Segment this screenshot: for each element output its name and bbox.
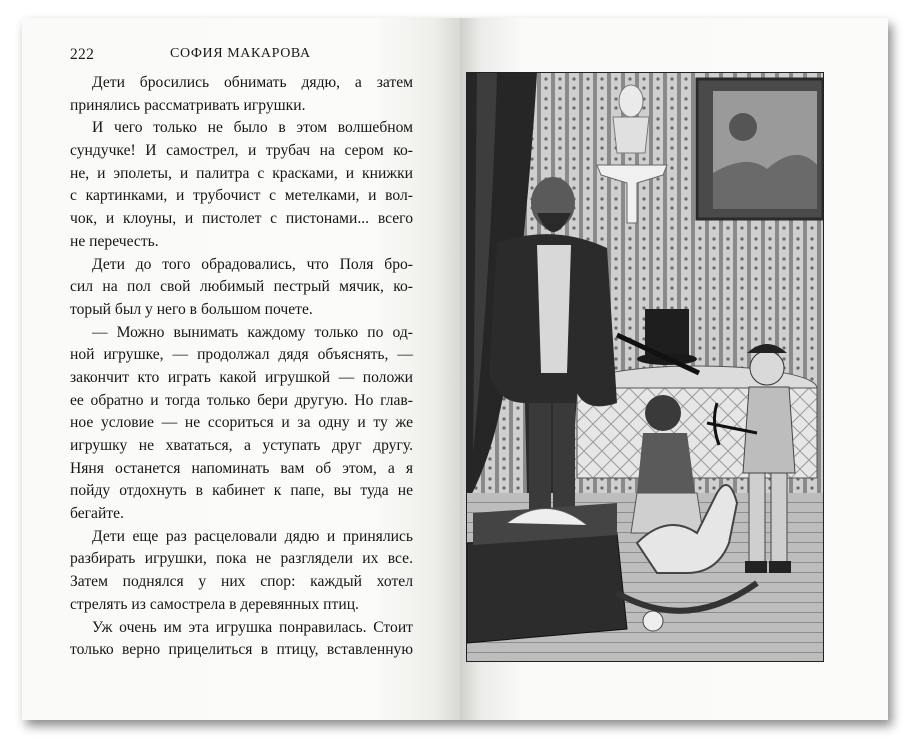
engraving-illustration bbox=[466, 72, 824, 662]
text-line: ное условие — не ссориться и за одну и ту же bbox=[70, 414, 413, 432]
text-line: бегайте. bbox=[70, 505, 124, 523]
text-line: Дети до того обрадовались, что Поля бро- bbox=[92, 255, 413, 273]
text-line: И чего только не было в этом волшебном bbox=[92, 119, 413, 137]
text-line: не перечесть. bbox=[70, 232, 159, 250]
text-line: сил на пол свой любимый пестрый мячик, ко- bbox=[70, 278, 413, 296]
text-line: не, и эполеты, и палитра с красками, и книжки bbox=[70, 164, 413, 182]
boy-figure bbox=[750, 351, 784, 385]
text-line: Дети бросились обнимать дядю, а затем bbox=[92, 74, 413, 91]
girl-figure bbox=[645, 395, 681, 431]
illustration-artwork bbox=[467, 73, 823, 661]
text-line: только верно прицелиться в птицу, вставленную bbox=[70, 641, 413, 659]
text-line: сундучке! И самострел, и трубач на сером ко- bbox=[70, 142, 413, 160]
text-line: закончит кто играть какой игрушкой — положи bbox=[70, 368, 413, 386]
toy-chest bbox=[467, 533, 627, 643]
text-line: разбирать игрушки, пока не разглядели их все. bbox=[70, 550, 413, 568]
text-line: Уж очень им эта игрушка понравилась. Стоит bbox=[92, 618, 413, 636]
bust-statue bbox=[619, 85, 643, 117]
text-line: пойду отдохнуть в кабинет к папе, вы туда не bbox=[70, 482, 413, 500]
running-title: СОФИЯ МАКАРОВА bbox=[170, 46, 311, 61]
text-line: ее обратно и тогда только бери другую. Но глав- bbox=[70, 391, 413, 409]
page-number: 222 bbox=[70, 46, 95, 63]
text-line: ной игрушке, — продолжал дядя объяснять, — bbox=[70, 346, 413, 364]
text-line: игрушку не хвататься, а уступать друг другу. bbox=[70, 437, 413, 454]
text-line: — Можно вынимать каждому только по од- bbox=[92, 323, 413, 341]
text-line: с картинками, и трубочист с метелками, и вол- bbox=[70, 187, 413, 205]
ball bbox=[643, 611, 663, 631]
text-line: Дети еще раз расцеловали дядю и принялись bbox=[92, 527, 413, 545]
text-line: Няня останется напоминать вам об этом, а я bbox=[70, 459, 413, 477]
text-line: принялись рассматривать игрушки. bbox=[70, 96, 306, 114]
text-line: стрелять из самострела в деревянных птиц. bbox=[70, 595, 359, 613]
text-line: чок, и клоуны, и пистолет с пистонами... всего bbox=[70, 210, 413, 228]
text-line: Затем поднялся у них спор: каждый хотел bbox=[70, 573, 413, 591]
body-text bbox=[70, 72, 413, 662]
text-line: торый был у него в большом почете. bbox=[70, 300, 313, 318]
